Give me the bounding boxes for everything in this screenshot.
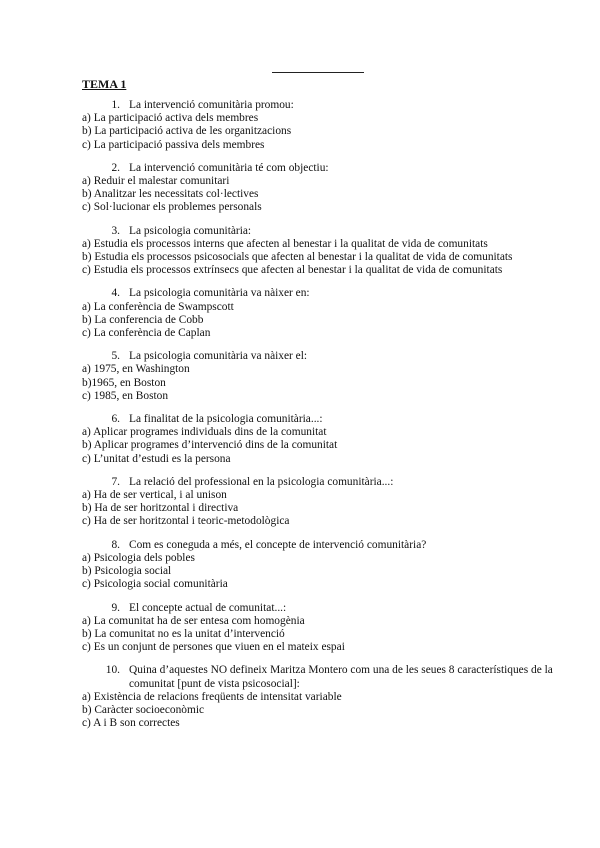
question-number: 8. [111, 538, 120, 551]
question-item [82, 476, 592, 529]
answer-option: c) Estudia els processos extrínsecs que afecten al benestar i la qualitat de vida de comunitats [82, 264, 503, 277]
question-number: 10. [105, 664, 120, 677]
question-item [82, 602, 592, 655]
answer-option: a) La comunitat ha de ser entesa com homogènia [82, 614, 305, 627]
answer-option: c) Ha de ser horitzontal i teoric-metodològica [82, 515, 290, 528]
question-item [82, 413, 592, 466]
question-heading [82, 664, 592, 690]
answer-option: c) Sol·lucionar els problemes personals [82, 201, 262, 214]
answer-option: b) La comunitat no es la unitat d’intervenció [82, 627, 285, 640]
question-number: 1. [111, 99, 120, 111]
question-item [82, 350, 592, 403]
question-text: La intervenció comunitària té com objectiu: [129, 161, 329, 174]
answer-option: b) La conferencia de Cobb [82, 313, 204, 326]
question-item [82, 99, 592, 152]
question-text: La psicologia comunitària va nàixer el: [129, 350, 308, 363]
question-heading [82, 350, 592, 363]
answer-option: a) Psicologia dels pobles [82, 551, 195, 564]
question-text: La intervenció comunitària promou: [129, 99, 294, 111]
answer-option: a) Ha de ser vertical, i al unison [82, 489, 227, 502]
question-heading [82, 413, 592, 426]
question-text: Quina d’aquestes NO defineix Maritza Montero com una de les seues 8 característiques de la comunitat [punt de vista psicosocial]: [129, 664, 553, 690]
question-number: 9. [111, 601, 120, 614]
answer-option: c) L’unitat d’estudi es la persona [82, 452, 231, 465]
answer-option: b) Caràcter socioeconòmic [82, 703, 205, 716]
answer-option: b)1965, en Boston [82, 376, 166, 389]
question-item [82, 664, 592, 730]
question-text: La psicologia comunitària va nàixer en: [129, 287, 310, 300]
header-rule [272, 72, 364, 73]
question-heading [82, 225, 592, 238]
question-heading [82, 602, 592, 615]
question-heading [82, 162, 592, 175]
question-heading [82, 99, 592, 112]
answer-option: a) Reduir el malestar comunitari [82, 175, 230, 188]
answer-option: c) La conferència de Caplan [82, 327, 211, 340]
page-title: TEMA 1 [82, 77, 127, 91]
question-heading [82, 476, 592, 489]
question-text: La psicologia comunitària: [129, 224, 252, 237]
question-item [82, 539, 592, 592]
question-item [82, 225, 592, 278]
answer-option: b) Psicologia social [82, 565, 172, 578]
question-list [82, 99, 592, 740]
answer-option: a) Estudia els processos interns que afecten al benestar i la qualitat de vida de comunitats [82, 237, 488, 250]
question-text: La relació del professional en la psicologia comunitària...: [129, 475, 394, 488]
question-number: 4. [111, 287, 120, 300]
answer-option: c) Es un conjunt de persones que viuen en el mateix espai [82, 641, 345, 654]
answer-option: a) Existència de relacions freqüents de intensitat variable [82, 690, 342, 703]
answer-option: b) Ha de ser horitzontal i directiva [82, 502, 239, 515]
answer-option: c) A i B son correctes [82, 717, 180, 730]
answer-option: a) La participació activa dels membres [82, 112, 259, 125]
answer-option: c) La participació passiva dels membres [82, 138, 265, 151]
answer-option: b) La participació activa de les organitzacions [82, 125, 292, 138]
question-number: 5. [111, 350, 120, 363]
question-heading [82, 287, 592, 300]
answer-option: b) Estudia els processos psicosocials que afecten al benestar i la qualitat de vida de comunitats [82, 251, 513, 264]
answer-option: c) Psicologia social comunitària [82, 578, 228, 591]
question-number: 2. [111, 161, 120, 174]
question-number: 3. [111, 224, 120, 237]
answer-option: a) 1975, en Washington [82, 363, 190, 376]
question-item [82, 287, 592, 340]
answer-option: c) 1985, en Boston [82, 389, 169, 402]
question-number: 6. [111, 413, 120, 426]
answer-option: b) Analitzar les necessitats col·lectives [82, 188, 259, 201]
question-text: Com es coneguda a més, el concepte de intervenció comunitària? [129, 538, 427, 551]
question-text: El concepte actual de comunitat...: [129, 601, 287, 614]
answer-option: a) La conferència de Swampscott [82, 300, 234, 313]
question-text: La finalitat de la psicologia comunitària...: [129, 413, 323, 426]
question-item [82, 162, 592, 215]
answer-option: b) Aplicar programes d’intervenció dins de la comunitat [82, 439, 338, 452]
question-heading [82, 539, 592, 552]
question-number: 7. [111, 475, 120, 488]
answer-option: a) Aplicar programes individuals dins de la comunitat [82, 426, 327, 439]
